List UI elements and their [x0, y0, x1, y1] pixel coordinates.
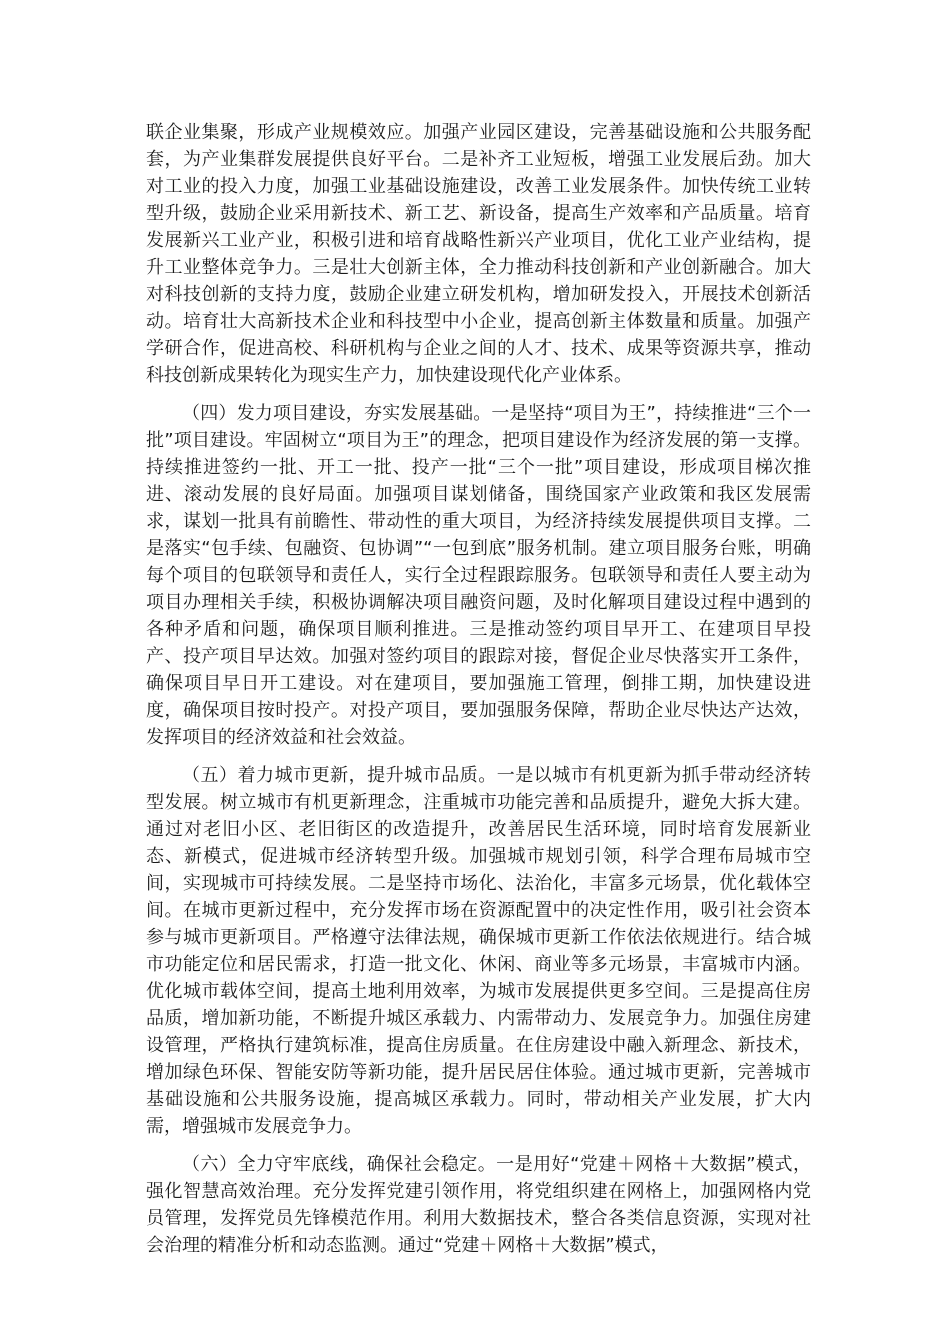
paragraph-social-stability: （六）全力守牢底线，确保社会稳定。一是用好“党建＋网格＋大数据”模式，强化智慧高效治理。充分发挥党建引领作用，将党组织建在网格上，加强网格内党员管理，发挥党员先锋模范作用。利用大数据技术，整合各类信息资源，实现对社会治理的精准分析和动态监测。通过“党建＋网格＋大数据”模式， — [146, 1154, 811, 1256]
document-body — [146, 119, 811, 1270]
paragraph-project-construction: （四）发力项目建设，夯实发展基础。一是坚持“项目为王”，持续推进“三个一批”项目建设。牢固树立“项目为王”的理念，把项目建设作为经济发展的第一支撑。持续推进签约一批、开工一批、投产一批“三个一批”项目建设，形成项目梯次推进、滚动发展的良好局面。加强项目谋划储备，围绕国家产业政策和我区发展需求，谋划一批具有前瞻性、带动性的重大项目，为经济持续发展提供项目支撑。二是落实“包手续、包融资、包协调”“一包到底”服务机制。建立项目服务台账，明确每个项目的包联领导和责任人，实行全过程跟踪服务。包联领导和责任人要主动为项目办理相关手续，积极协调解决项目融资问题，及时化解项目建设过程中遇到的各种矛盾和问题，确保项目顺利推进。三是推动签约项目早开工、在建项目早投产、投产项目早达效。加强对签约项目的跟踪对接，督促企业尽快落实开工条件，确保项目早日开工建设。对在建项目，要加强施工管理，倒排工期，加快建设进度，确保项目按时投产。对投产项目，要加强服务保障，帮助企业尽快达产达效，发挥项目的经济效益和社会效益。 — [146, 403, 811, 748]
paragraph-urban-renewal: （五）着力城市更新，提升城市品质。一是以城市有机更新为抓手带动经济转型发展。树立城市有机更新理念，注重城市功能完善和品质提升，避免大拆大建。通过对老旧小区、老旧街区的改造提升，改善居民生活环境，同时培育发展新业态、新模式，促进城市经济转型升级。加强城市规划引领，科学合理布局城市空间，实现城市可持续发展。二是坚持市场化、法治化，丰富多元场景，优化载体空间。在城市更新过程中，充分发挥市场在资源配置中的决定性作用，吸引社会资本参与城市更新项目。严格遵守法律法规，确保城市更新工作依法依规进行。结合城市功能定位和居民需求，打造一批文化、休闲、商业等多元场景，丰富城市内涵。优化城市载体空间，提高土地利用效率，为城市发展提供更多空间。三是提高住房品质，增加新功能，不断提升城区承载力、内需带动力、发展竞争力。加强住房建设管理，严格执行建筑标准，提高住房质量。在住房建设中融入新理念、新技术，增加绿色环保、智能安防等新功能，提升居民居住体验。通过城市更新，完善城市基础设施和公共服务设施，提高城区承载力。同时，带动相关产业发展，扩大内需，增强城市发展竞争力。 — [146, 765, 811, 1137]
paragraph-continued-industry: 联企业集聚，形成产业规模效应。加强产业园区建设，完善基础设施和公共服务配套，为产业集群发展提供良好平台。二是补齐工业短板，增强工业发展后劲。加大对工业的投入力度，加强工业基础设施建设，改善工业发展条件。加快传统工业转型升级，鼓励企业采用新技术、新工艺、新设备，提高生产效率和产品质量。培育发展新兴工业产业，积极引进和培育战略性新兴产业项目，优化工业产业结构，提升工业整体竞争力。三是壮大创新主体，全力推动科技创新和产业创新融合。加大对科技创新的支持力度，鼓励企业建立研发机构，增加研发投入，开展技术创新活动。培育壮大高新技术企业和科技型中小企业，提高创新主体数量和质量。加强产学研合作，促进高校、科研机构与企业之间的人才、技术、成果等资源共享，推动科技创新成果转化为现实生产力，加快建设现代化产业体系。 — [146, 122, 811, 386]
